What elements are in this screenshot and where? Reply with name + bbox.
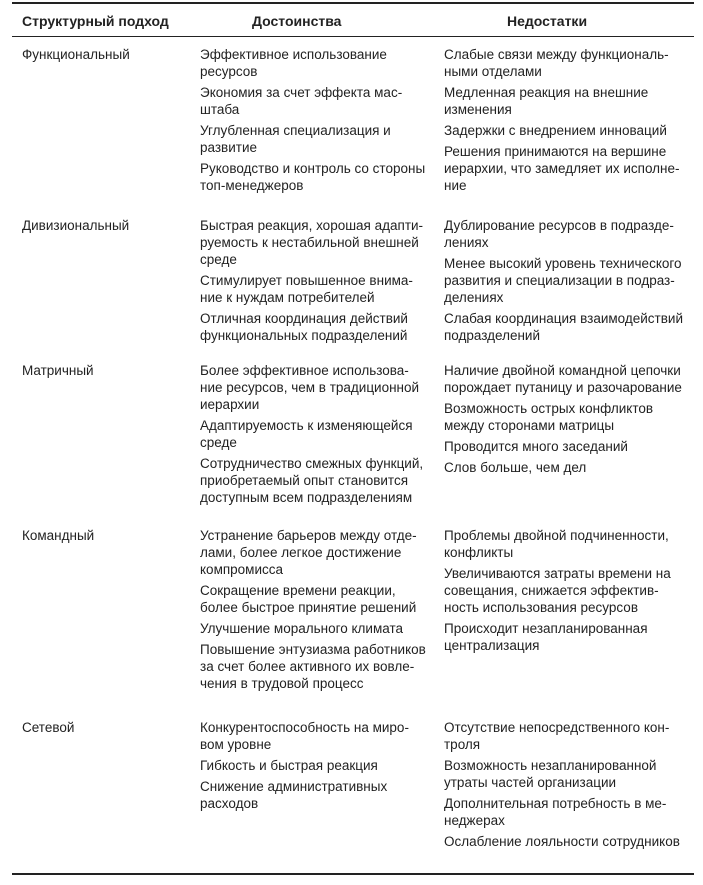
disadvantage-item: Задержки с внедрением инноваций [444, 123, 667, 138]
header-rule [12, 36, 694, 37]
disadvantages-cell [440, 527, 694, 692]
advantage-item: Улучшение морального климата [200, 621, 404, 636]
advantages-cell [200, 527, 440, 692]
disadvantage-item: Возможность незапланированной утраты частей организации [444, 758, 657, 790]
header-disadvantages: Недостатки [507, 13, 588, 29]
table-row [12, 362, 694, 506]
disadvantages-cell [440, 46, 694, 194]
header-approach: Структурный подход [22, 13, 169, 29]
disadvantage-item: Увеличиваются затраты времени на совещания, снижается эффектив- ность использования ресурсов [444, 566, 671, 615]
advantage-item: Экономия за счет эффекта мас- штаба [200, 85, 403, 117]
advantages-cell [200, 362, 440, 506]
table-top-rule [12, 2, 694, 4]
disadvantage-item: Слабые связи между функциональ- ными отделами [444, 47, 669, 79]
advantage-item: Эффективное использование ресурсов [200, 47, 387, 79]
table-row [12, 46, 694, 194]
advantage-item: Более эффективное использова- ние ресурсов, чем в традиционной иерархии [200, 363, 420, 412]
advantage-item: Гибкость и быстрая реакция [200, 758, 378, 773]
table-row [12, 217, 694, 344]
advantages-cell [200, 46, 440, 194]
advantage-item: Сотрудничество смежных функций, приобретаемый опыт становится доступным всем подразделениям [200, 456, 424, 505]
disadvantage-item: Проводится много заседаний [444, 439, 628, 454]
disadvantage-item: Дублирование ресурсов в подразде- лениях [444, 218, 674, 250]
table-row [12, 527, 694, 692]
advantages-cell [200, 719, 440, 850]
advantage-item: Адаптируемость к изменяющейся среде [200, 418, 413, 450]
disadvantage-item: Происходит незапланированная централизация [444, 621, 648, 653]
disadvantages-cell [440, 217, 694, 344]
approach-name: Функциональный [22, 47, 130, 62]
disadvantage-item: Решения принимаются на вершине иерархии, что замедляет их исполне- ние [444, 144, 680, 193]
disadvantage-item: Наличие двойной командной цепочки порождает путаницу и разочарование [444, 363, 682, 395]
disadvantage-item: Менее высокий уровень технического развития и специализации в подраз- делениях [444, 256, 682, 305]
advantage-item: Руководство и контроль со стороны топ-менеджеров [200, 161, 426, 193]
disadvantage-item: Проблемы двойной подчиненности, конфликты [444, 528, 669, 560]
disadvantage-item: Медленная реакция на внешние изменения [444, 85, 649, 117]
advantage-item: Углубленная специализация и развитие [200, 123, 391, 155]
approach-name: Сетевой [22, 720, 75, 735]
advantage-item: Сокращение времени реакции, более быстрое принятие решений [200, 583, 417, 615]
advantages-cell [200, 217, 440, 344]
advantage-item: Устранение барьеров между отде- лами, более легкое достижение компромисса [200, 528, 417, 577]
advantage-item: Снижение административных расходов [200, 779, 388, 811]
approach-name: Матричный [22, 363, 94, 378]
advantage-item: Конкурентоспособность на миро- вом уровне [200, 720, 409, 752]
disadvantage-item: Слабая координация взаимодействий подразделений [444, 311, 683, 343]
table-bottom-rule [12, 873, 694, 875]
disadvantage-item: Слов больше, чем дел [444, 460, 587, 475]
disadvantage-item: Ослабление лояльности сотрудников [444, 834, 680, 849]
advantage-item: Стимулирует повышенное внима- ние к нуждам потребителей [200, 273, 413, 305]
disadvantages-cell [440, 719, 694, 850]
advantage-item: Повышение энтузиазма работников за счет более активного их вовле- чения в трудовой процесс [200, 642, 426, 691]
approach-name: Дивизиональный [22, 218, 130, 233]
disadvantages-cell [440, 362, 694, 506]
disadvantage-item: Возможность острых конфликтов между сторонами матрицы [444, 401, 654, 433]
advantage-item: Отличная координация действий функциональных подразделений [200, 311, 408, 343]
disadvantage-item: Отсутствие непосредственного кон- троля [444, 720, 670, 752]
disadvantage-item: Дополнительная потребность в ме- неджерах [444, 796, 667, 828]
advantage-item: Быстрая реакция, хорошая адапти- руемость к нестабильной внешней среде [200, 218, 424, 267]
approach-name: Командный [22, 528, 95, 543]
table-row [12, 719, 694, 850]
header-advantages: Достоинства [252, 13, 342, 29]
